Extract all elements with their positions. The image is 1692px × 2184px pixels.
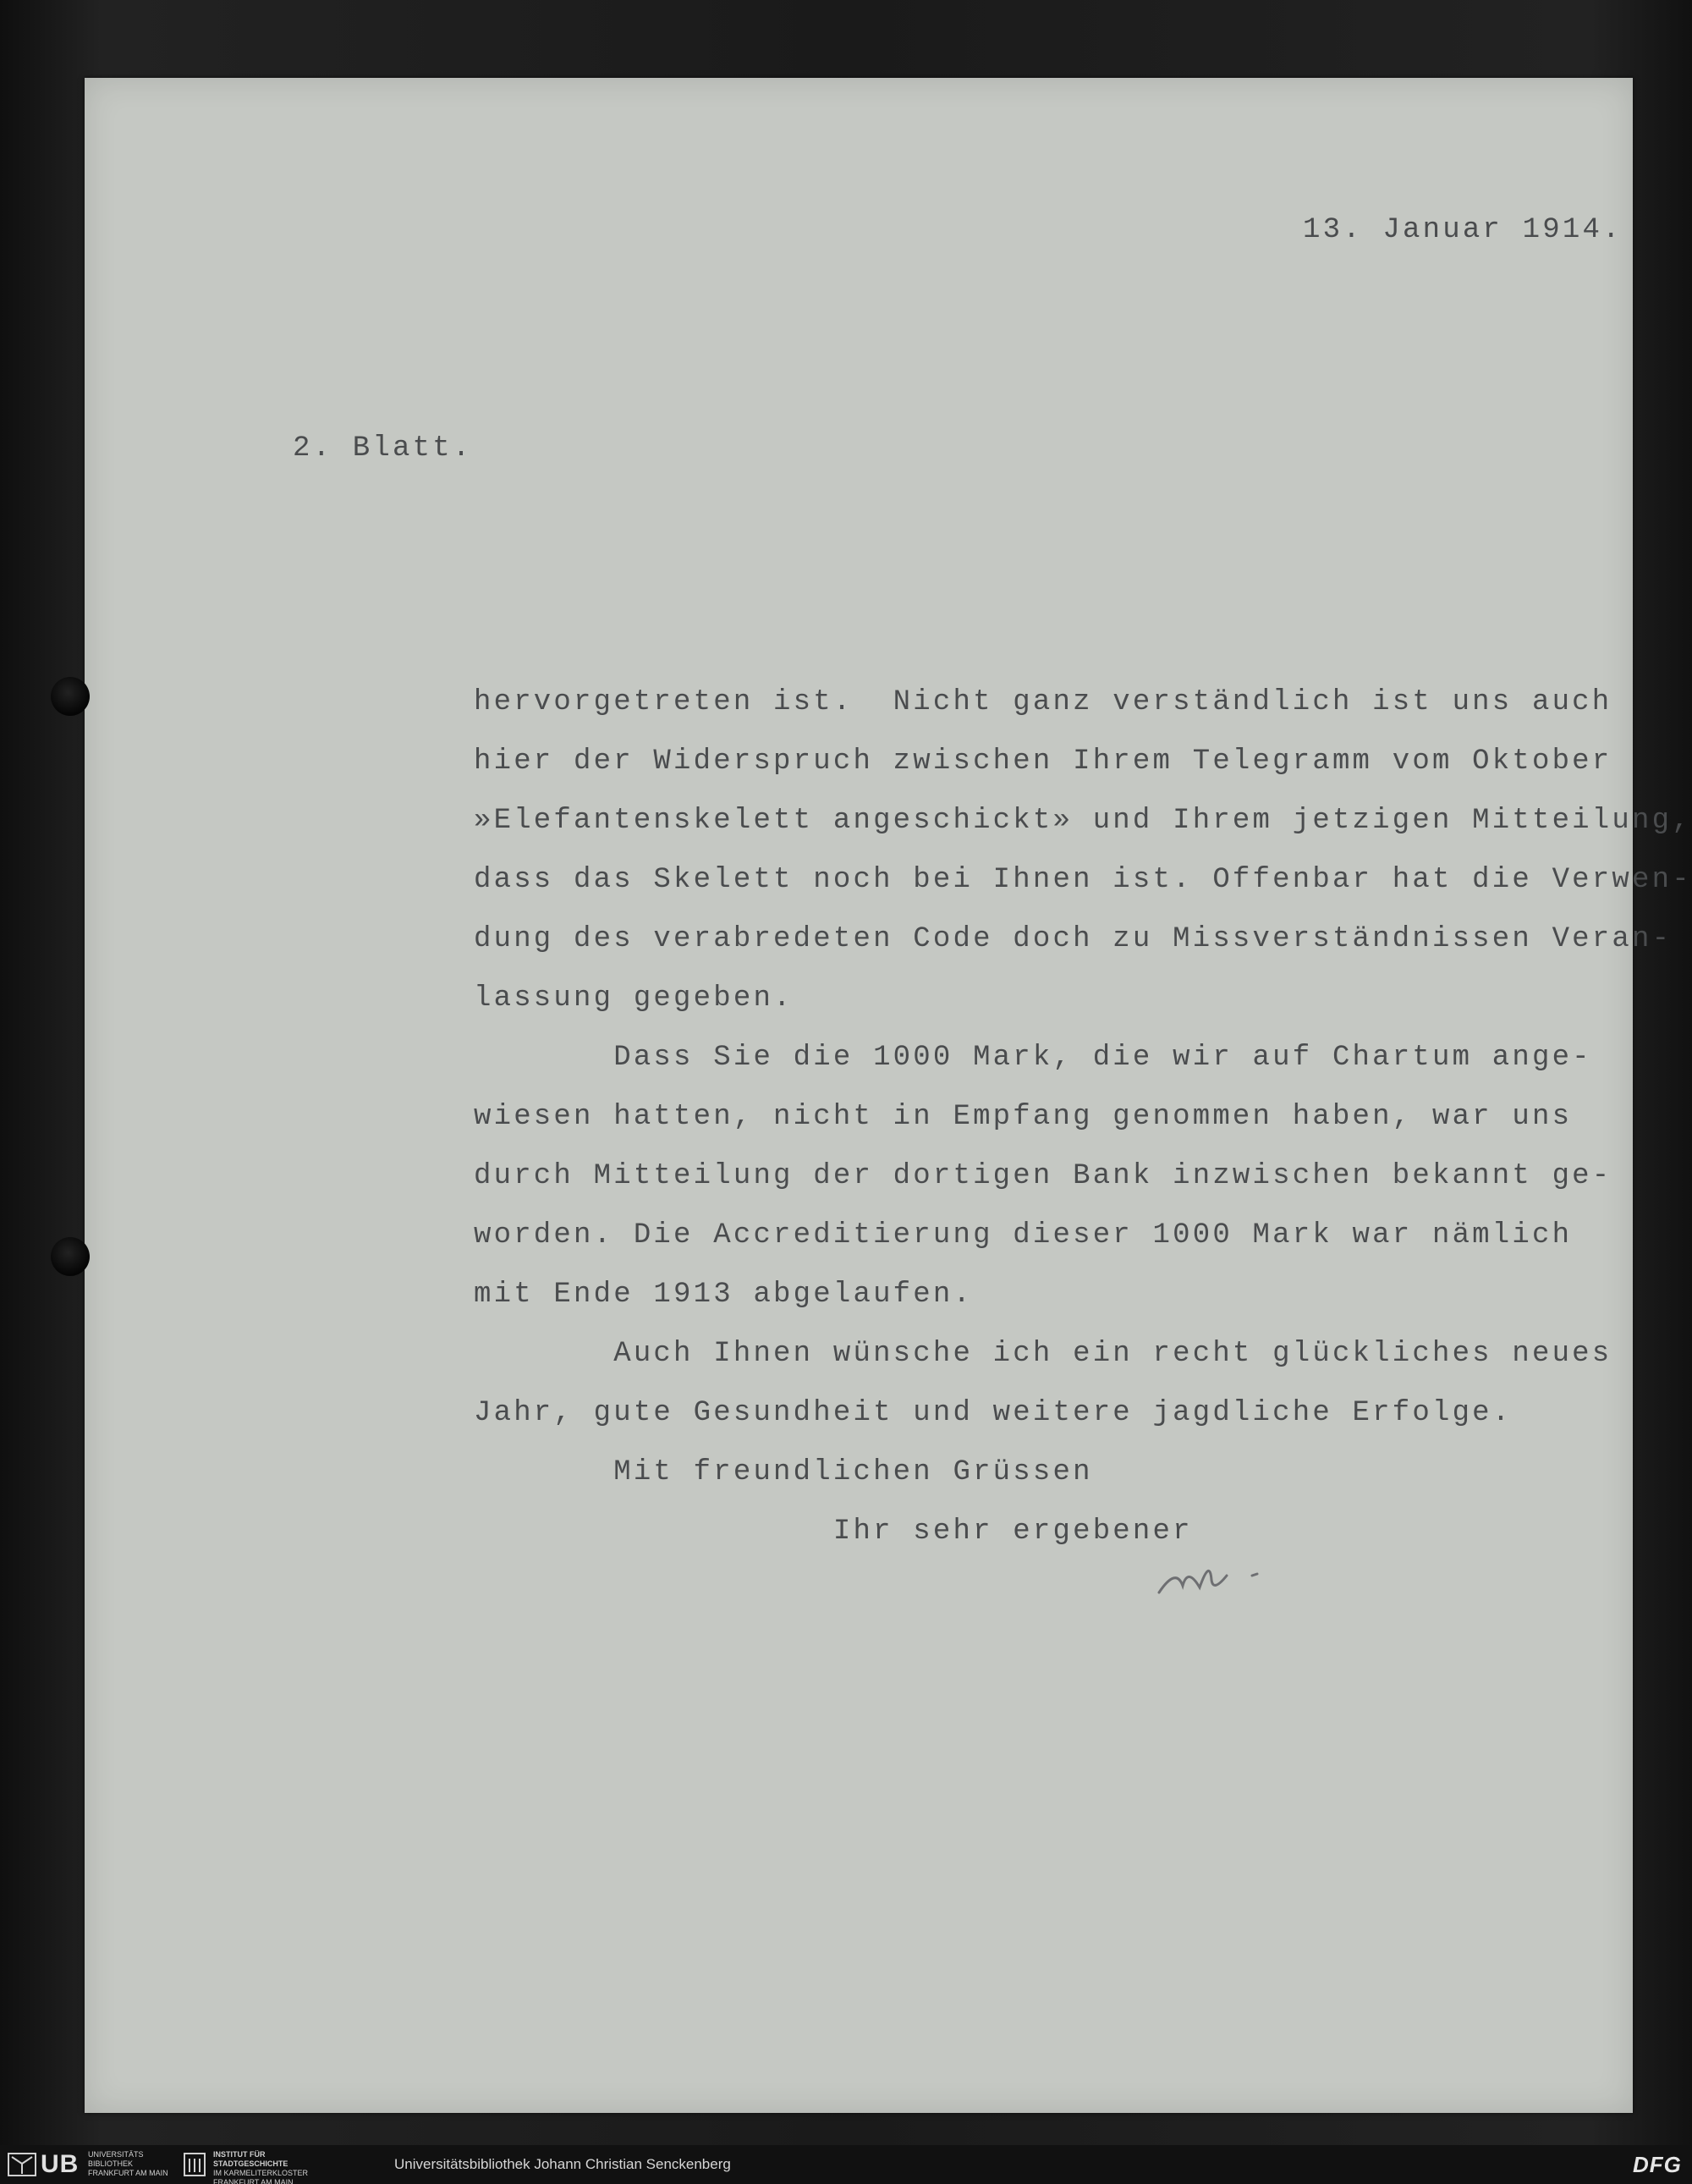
sheet-number: 2. Blatt. <box>293 432 473 465</box>
closing-greeting: Mit freundlichen Grüssen <box>474 1456 1093 1488</box>
footer-bar <box>0 2145 1692 2184</box>
punch-hole <box>51 677 90 716</box>
library-logo-icon <box>7 2152 37 2177</box>
closing-signoff: Ihr sehr ergebener <box>474 1516 1193 1548</box>
holding-institution: Universitätsbibliothek Johann Christian Senckenberg <box>394 2156 731 2172</box>
letter-line: hier der Widerspruch zwischen Ihrem Telegramm vom Oktober <box>474 745 1612 778</box>
letter-line: dung des verabredeten Code doch zu Missverständnissen Veran- <box>474 923 1673 955</box>
library-name: UNIVERSITÄTS BIBLIOTHEK FRANKFURT AM MAIN <box>88 2150 168 2177</box>
letter-line: hervorgetreten ist. Nicht ganz verständlich ist uns auch <box>474 686 1612 718</box>
dfg-logo: DFG <box>1633 2152 1682 2177</box>
signature-mark <box>1151 1533 1303 1609</box>
letter-line: lassung gegeben. <box>474 982 794 1015</box>
library-mark: UB <box>41 2150 80 2178</box>
letter-page <box>85 78 1692 2113</box>
letter-line: Auch Ihnen wünsche ich ein recht glückliches neues <box>474 1338 1612 1370</box>
letter-line: Dass Sie die 1000 Mark, die wir auf Chartum ange- <box>474 1042 1592 1074</box>
letter-line: durch Mitteilung der dortigen Bank inzwischen bekannt ge- <box>474 1160 1612 1192</box>
letter-line: wiesen hatten, nicht in Empfang genommen haben, war uns <box>474 1101 1573 1133</box>
letter-line: »Elefantenskelett angeschickt» und Ihrem jetzigen Mitteilung, <box>474 805 1692 837</box>
letter-date: 13. Januar 1914. <box>1303 214 1623 246</box>
institute-name <box>213 2150 308 2184</box>
punch-hole <box>51 1237 90 1276</box>
institute-subtitle: IM KARMELITERKLOSTER FRANKFURT AM MAIN <box>213 2169 309 2184</box>
letter-line: mit Ende 1913 abgelaufen. <box>474 1279 974 1311</box>
letter-line: Jahr, gute Gesundheit und weitere jagdliche Erfolge. <box>474 1397 1513 1429</box>
letter-line: dass das Skelett noch bei Ihnen ist. Offenbar hat die Verwen- <box>474 864 1692 896</box>
letter-line: worden. Die Accreditierung dieser 1000 Mark war nämlich <box>474 1219 1573 1252</box>
institute-logo-icon <box>183 2152 206 2177</box>
institute-title: INSTITUT FÜR STADTGESCHICHTE <box>213 2150 288 2168</box>
